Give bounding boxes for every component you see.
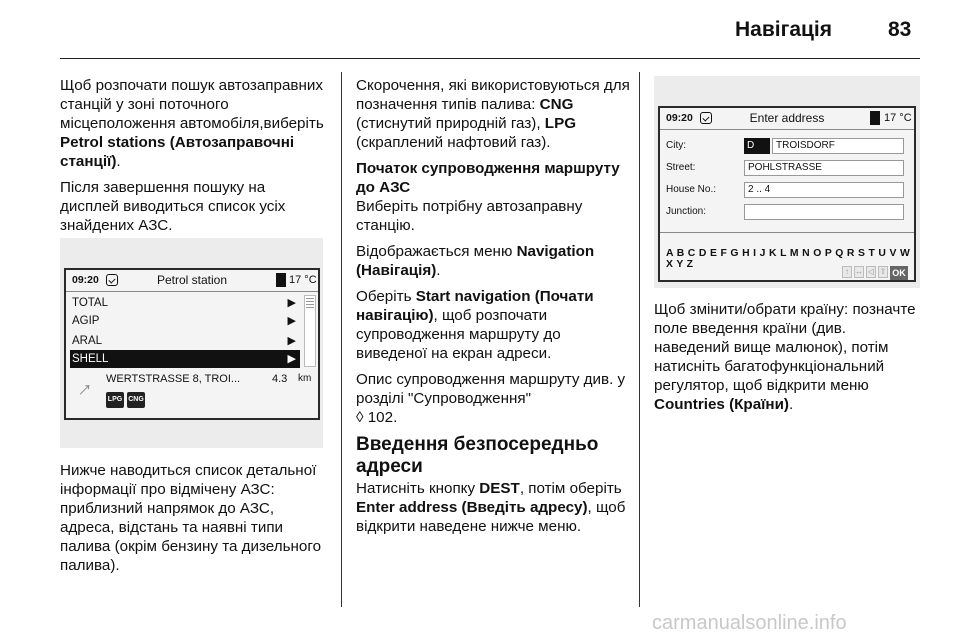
list-item-selected[interactable]: [70, 350, 300, 368]
text: Опис супроводження маршруту див. у розділі "Супроводження": [356, 371, 626, 407]
paragraph: [654, 300, 922, 414]
paragraph: Нижче наводиться список детальної інформації про відмічену АЗС: приблизний напрямок до АЗС, адреса, відстань та наявні типи палива (окрім бензину та дизельного палива).: [60, 462, 322, 574]
fuel-abbrev: CNG: [539, 96, 574, 113]
station-distance: 4.3: [272, 373, 288, 385]
paragraph: [356, 479, 632, 536]
menu-ref: Navigation (Навігація): [356, 243, 595, 279]
alphabet-speller[interactable]: A B C D E F G H I J K L M N O P Q R S T U V W X Y Z: [666, 248, 911, 270]
text: , щоб розпочати супроводження маршруту до виведеної на екран адреси.: [356, 307, 561, 362]
column-divider: [639, 72, 640, 607]
text: Оберіть: [356, 288, 416, 305]
screenshot-petrol-station: [60, 238, 323, 448]
ok-button[interactable]: OK: [890, 266, 908, 280]
section-heading: Введення безпосередньо адреси: [356, 434, 599, 477]
backspace-icon[interactable]: ◁: [867, 267, 875, 276]
display-screen: [658, 106, 916, 282]
station-address: WERTSTRASSE 8, TROI...: [106, 373, 241, 385]
lpg-badge: LPG: [106, 392, 124, 408]
thermometer-icon: [870, 111, 880, 125]
menu-ref: Start navigation (Почати навігацію): [356, 288, 594, 324]
paragraph: [60, 76, 328, 171]
list-item[interactable]: [72, 294, 300, 312]
chevron-right-icon: ▶: [287, 315, 296, 327]
paragraph: [356, 287, 632, 363]
text: Скорочення, які використовуються для позначення типів палива:: [356, 77, 630, 113]
column-2: [356, 76, 632, 543]
chevron-right-icon: ▶: [287, 297, 296, 309]
clock-time: 09:20: [72, 274, 99, 286]
text: .: [789, 396, 794, 413]
list-item-label: AGIP: [72, 315, 100, 327]
column-divider: [341, 72, 342, 607]
column-3: [654, 300, 922, 421]
speller-controls: [842, 266, 908, 280]
paragraph: [356, 370, 632, 427]
paragraph: Після завершення пошуку на дисплей виводиться список усіх знайдених АЗС.: [60, 179, 286, 234]
clock-time: 09:20: [666, 112, 693, 124]
chevron-right-icon: ▶: [287, 353, 296, 365]
text: .: [116, 153, 121, 170]
text: Щоб змінити/обрати країну: позначте поле введення країни (див. наведений вище малюнок), потім натисніть багатофункціональний регулятор, щоб відкрити меню: [654, 301, 916, 394]
direction-arrow-icon: ↑: [73, 375, 99, 402]
chevron-right-icon: ▶: [287, 335, 296, 347]
display-screen: [64, 268, 320, 420]
scrollbar-thumb[interactable]: [306, 298, 314, 308]
list-item-label: SHELL: [72, 353, 109, 365]
paragraph: [356, 76, 632, 152]
screen-title: Enter address: [749, 111, 825, 125]
fuel-abbrev: LPG: [544, 115, 577, 132]
menu-ref: Countries (Країни): [654, 396, 789, 413]
list-item[interactable]: [72, 332, 300, 350]
text: Відображається меню: [356, 243, 517, 260]
status-bar: [66, 270, 318, 292]
list-item-label: ARAL: [72, 335, 103, 347]
city-field[interactable]: TROISDORF: [772, 138, 904, 154]
page-number: 83: [888, 18, 912, 41]
header-rule: [60, 58, 920, 59]
text: (скраплений нафтовий газ).: [356, 134, 551, 151]
screenshot-enter-address: [654, 76, 920, 288]
text: .: [436, 262, 441, 279]
column-1-lower: [60, 461, 332, 582]
left-right-icon[interactable]: ↔: [855, 267, 863, 276]
page-ref[interactable]: 102.: [363, 409, 398, 426]
screen-title: Petrol station: [156, 273, 228, 287]
column-1: [60, 76, 328, 242]
status-bar: [660, 108, 914, 130]
temperature: 17 °C: [884, 112, 912, 124]
street-field[interactable]: POHLSTRASSE: [744, 160, 904, 176]
house-number-label: House No.:: [666, 184, 717, 195]
distance-unit: km: [298, 373, 312, 384]
scrollbar[interactable]: [304, 295, 316, 367]
section-subheading: Початок супроводження маршруту до АЗС: [356, 160, 620, 196]
menu-ref: Enter address (Введіть адресу): [356, 499, 588, 516]
divider: [660, 232, 914, 233]
menu-ref: Petrol stations (Автозаправочні станції): [60, 134, 295, 170]
text: Щоб розпочати пошук автозаправних станцій у зоні поточного місцеположення автомобіля,виберіть: [60, 77, 324, 132]
up-arrow-icon[interactable]: ↑: [842, 266, 852, 278]
text: , щоб відкрити наведене нижче меню.: [356, 499, 626, 535]
paragraph: Виберіть потрібну автозаправну станцію.: [356, 198, 583, 234]
list-item[interactable]: [72, 312, 300, 330]
paragraph: [356, 242, 632, 280]
text: Натисніть кнопку: [356, 480, 480, 497]
junction-label: Junction:: [666, 206, 707, 217]
street-label: Street:: [666, 162, 696, 173]
text: , потім оберіть: [519, 480, 622, 497]
case-toggle-icon[interactable]: ⇧: [879, 267, 887, 276]
page-ref-icon: ◊: [356, 409, 364, 426]
button-ref: DEST: [479, 480, 520, 497]
watermark: carmanualsonline.info: [652, 612, 847, 634]
temperature: 17 °C: [289, 274, 317, 286]
page-header-title: Навігація: [735, 18, 833, 41]
cng-badge: CNG: [127, 392, 145, 408]
text: (стиснутий природній газ),: [356, 115, 545, 132]
thermometer-icon: [276, 273, 286, 287]
junction-field[interactable]: [744, 204, 904, 220]
list-item-label: TOTAL: [72, 297, 108, 309]
house-number-field[interactable]: 2 .. 4: [744, 182, 904, 198]
city-label: City:: [666, 140, 686, 151]
country-code[interactable]: D: [744, 138, 770, 154]
